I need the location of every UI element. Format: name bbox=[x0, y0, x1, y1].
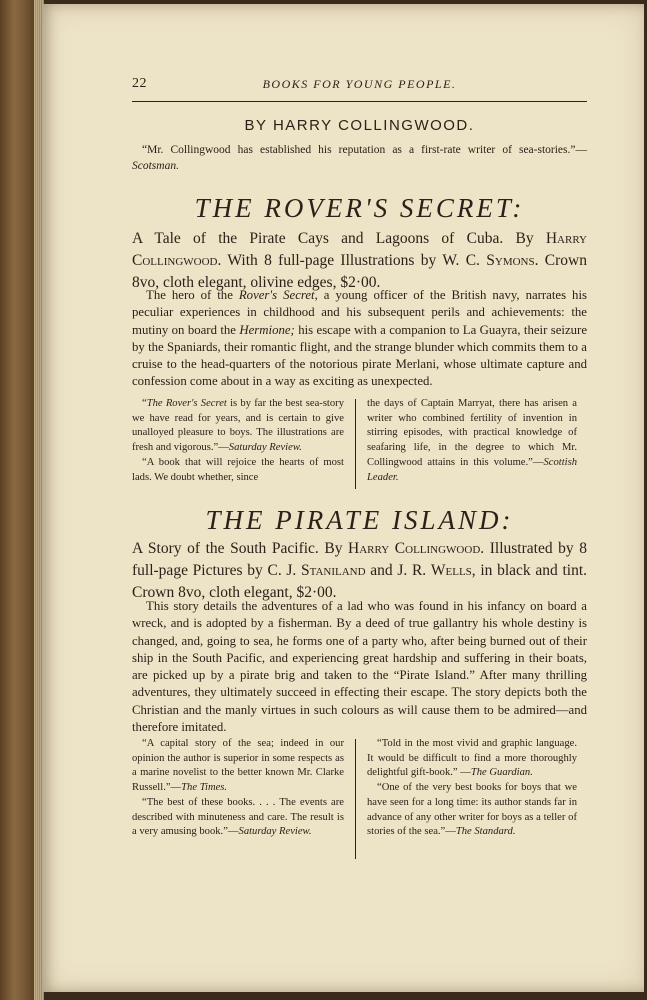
reviews-left-pirate-island bbox=[132, 737, 344, 840]
summary-ship-ref: Hermione; bbox=[239, 322, 295, 337]
desc-text: . Crown 8vo, cloth elegant, olivine edges, $2·00. bbox=[132, 252, 587, 291]
author-quote bbox=[132, 142, 587, 174]
review-quote bbox=[132, 397, 344, 456]
review-quote bbox=[367, 737, 577, 781]
column-divider bbox=[355, 399, 356, 489]
desc-illustrator: Symons bbox=[486, 252, 535, 269]
author-heading: BY HARRY COLLINGWOOD. bbox=[244, 117, 475, 134]
desc-illustrator: Staniland bbox=[301, 562, 366, 579]
column-divider bbox=[355, 739, 356, 859]
review-source: The Guardian. bbox=[470, 767, 533, 779]
book-summary-pirate-island: This story details the adventures of a lad who was found in his infancy on board a wreck, and is adopted by a fisherman. By a deed of true gallantry his whole destiny is changed, and, going to sea, he forms one of a party who, after being burned out of their ship in the South Pacific, and experiencing great hardship and suffering in their boats, are picked up by a pirate brig and taken to the “Pirate Island.” After many thrilling adventures, they ultimately succeed in effecting their escape. The story depicts both the Christian and the manly virtues in such colours as will cause them to be admired—and therefore imitated. bbox=[132, 599, 587, 735]
reviews-right-pirate-island bbox=[367, 737, 577, 840]
author-quote-text: “Mr. Collingwood has established his reputation as a first-rate writer of sea-stories.”— bbox=[142, 144, 587, 156]
page-header bbox=[132, 72, 587, 96]
review-quote bbox=[367, 397, 577, 485]
review-source: The Times. bbox=[181, 782, 228, 794]
review-text: “The best of these books. . . . The events are described with minuteness and care. The result is a very amusing book.”— bbox=[132, 796, 344, 838]
page-number: 22 bbox=[132, 76, 147, 91]
review-source: The Standard. bbox=[455, 826, 516, 838]
review-quote bbox=[132, 796, 344, 840]
desc-author: Harry Collingwood bbox=[348, 540, 481, 557]
desc-text: , in black and tint. Crown 8vo, cloth elegant, $2·00. bbox=[132, 562, 588, 601]
review-text: is by far the best sea-story we have read for years, and is certain to give unalloyed pleasure to boys. The illustrations are fresh and vigorous.”— bbox=[132, 398, 345, 454]
desc-text: and J. R. bbox=[365, 562, 431, 579]
desc-text: . Illustrated by 8 full-page Pictures by C. J. bbox=[132, 540, 588, 579]
header-rule bbox=[132, 101, 587, 102]
summary-title-ref: Rover's Secret bbox=[238, 288, 315, 302]
summary-text: , a young officer of the British navy, narrates his peculiar experiences in childhood and his subsequent perils and achievements: the mutiny on board the bbox=[132, 288, 587, 337]
desc-text: A Tale of the Pirate Cays and Lagoons of Cuba. By bbox=[132, 230, 546, 247]
desc-author: Harry Collingwood bbox=[132, 230, 587, 269]
review-source: Saturday Review. bbox=[238, 826, 312, 838]
author-quote-source: Scotsman. bbox=[132, 160, 179, 172]
book-title-rovers-secret: THE ROVER'S SECRET: bbox=[194, 193, 525, 223]
book-description-pirate-island bbox=[132, 538, 587, 604]
desc-illustrator: Wells bbox=[430, 562, 472, 579]
reviews-left-rovers-secret bbox=[132, 397, 344, 485]
review-text: “A capital story of the sea; indeed in our opinion the author is superior in some respects as a marine novelist to the better known Mr. Clarke Russell.”— bbox=[132, 738, 344, 794]
review-quote bbox=[132, 737, 344, 796]
review-title-ref: The Rover's Secret bbox=[146, 398, 227, 409]
desc-text: A Story of the South Pacific. By bbox=[132, 540, 349, 557]
review-text: “A book that will rejoice the hearts of most lads. We doubt whether, since bbox=[132, 456, 344, 483]
review-source: Saturday Review. bbox=[228, 442, 302, 454]
review-text: “Told in the most vivid and graphic language. It would be difficult to find a more thoroughly delightful gift-book.” — bbox=[367, 738, 577, 779]
book-description-rovers-secret bbox=[132, 228, 587, 294]
review-source: Scottish Leader. bbox=[367, 456, 577, 483]
review-text: “ bbox=[142, 398, 147, 409]
desc-text: . With 8 full-page Illustrations by W. C. bbox=[217, 252, 487, 269]
running-title: BOOKS FOR YOUNG PEOPLE. bbox=[262, 77, 457, 91]
review-text: “One of the very best books for boys that we have seen for a long time: its author stands far in advance of any other writer for boys as a teller of stories of the sea.”— bbox=[367, 782, 577, 838]
book-summary-rovers-secret bbox=[132, 287, 587, 391]
reviews-right-rovers-secret bbox=[367, 397, 577, 485]
summary-text: The hero of the bbox=[146, 288, 239, 302]
review-quote bbox=[132, 456, 344, 485]
review-quote bbox=[367, 781, 577, 840]
summary-text: his escape with a companion to La Guayra, their seizure by the Spaniards, their romantic flight, and the strange blunder which commits them to a cruise to the head-quarters of the notorious pirate Merlani, whose ultimate capture and confession come about in a way as exciting as unexpected. bbox=[132, 322, 587, 389]
book-title-pirate-island: THE PIRATE ISLAND: bbox=[205, 505, 514, 535]
review-text: the days of Captain Marryat, there has arisen a writer who combined fertility of invention in stirring episodes, with practical knowledge of seafaring life, in the degree to which Mr. Collingwood attains in this volume.”— bbox=[367, 398, 577, 468]
